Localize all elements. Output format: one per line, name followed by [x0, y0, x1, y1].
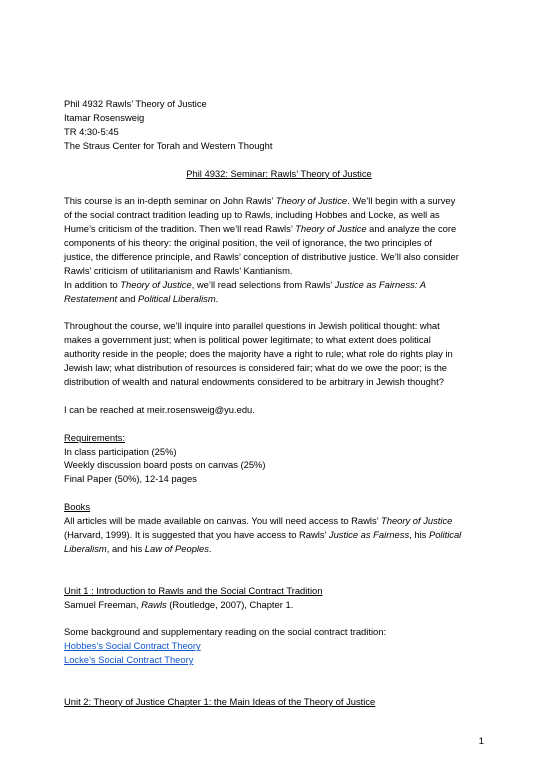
book-title: Political: [428, 529, 462, 540]
desc-text: components of his theory: the original position, the veil of ignorance, the two principles of: [64, 237, 432, 249]
supplementary-reading-note: Some background and supplementary reading on the social contract tradition:: [64, 626, 387, 638]
requirement-item: Weekly discussion board posts on canvas (25%): [64, 459, 266, 471]
paragraph-line: distribution of wealth and natural endowments considered to be arbitrary in Jewish thought?: [64, 376, 444, 388]
unit-1-heading: Unit 1 : Introduction to Rawls and the Social Contract Tradition: [64, 584, 323, 596]
desc-book-title: Political Liberalism: [138, 292, 216, 304]
document-body: [64, 97, 494, 709]
desc-text: , we’ll read selections from Rawls’: [191, 278, 335, 290]
book-title: Theory of Justice: [381, 515, 453, 527]
desc-text: and analyze the core: [366, 223, 457, 235]
desc-text: Rawls’ criticism of utilitarianism and Rawls’ Kantianism.: [64, 264, 293, 276]
instructor-name: Itamar Rosensweig: [64, 111, 145, 123]
center-name: The Straus Center for Torah and Western Thought: [64, 139, 273, 151]
paragraph-line: authority reside in the people; does the majority have a right to rule; what role do rights play in: [64, 348, 453, 360]
desc-text: . We’ll begin with a survey: [347, 195, 456, 207]
contact-info: I can be reached at meir.rosensweig@yu.edu.: [64, 403, 255, 415]
course-header: [64, 97, 494, 153]
books-section: [64, 500, 494, 556]
desc-book-title: Theory of Justice: [295, 223, 367, 235]
book-title: Law of Peoples: [144, 542, 209, 554]
requirements-section: [64, 431, 494, 487]
unit-1-section: [64, 584, 494, 667]
unit-1-reading: (Routledge, 2007), Chapter 1.: [166, 598, 294, 610]
hobbes-social-contract-link[interactable]: Hobbes’s Social Contract Theory: [64, 640, 201, 652]
syllabus-title-wrap: [64, 167, 494, 181]
books-text: .: [208, 542, 212, 554]
desc-text: In addition to: [64, 278, 121, 290]
book-title: Justice as Fairness: [328, 529, 410, 540]
books-text: (Harvard, 1999). It is suggested that you have access to Rawls’: [64, 529, 329, 540]
desc-book-title: Theory of Justice: [120, 278, 192, 290]
desc-text: and: [117, 292, 139, 304]
page-number: 1: [478, 735, 484, 746]
desc-book-title: Justice as Fairness: A: [334, 278, 426, 290]
requirement-item: Final Paper (50%), 12-14 pages: [64, 473, 197, 485]
books-heading: Books: [64, 501, 91, 513]
desc-book-title: Restatement: [64, 292, 118, 304]
jewish-thought-paragraph: [64, 319, 494, 389]
paragraph-line: Throughout the course, we’ll inquire into parallel questions in Jewish political thought: what: [64, 320, 440, 332]
books-text: , and his: [106, 542, 145, 554]
requirements-heading: Requirements:: [64, 431, 125, 443]
course-code-title: Phil 4932 Rawls’ Theory of Justice: [64, 98, 207, 109]
unit-1-reading: Samuel Freeman,: [64, 598, 142, 610]
books-text: , his: [409, 529, 429, 540]
unit-2-heading: Unit 2: Theory of Justice Chapter 1: the Main Ideas of the Theory of Justice: [64, 695, 376, 707]
desc-text: of the social contract tradition leading up to Rawls, including Hobbes and Locke, as well as: [64, 209, 440, 221]
book-title: Liberalism: [64, 542, 107, 554]
desc-text: justice, the difference principle, and Rawls’ conception of distributive justice. We’ll also consider: [64, 250, 459, 262]
class-schedule: TR 4:30-5:45: [64, 125, 119, 137]
locke-social-contract-link[interactable]: Locke’s Social Contract Theory: [64, 654, 194, 666]
book-title: Rawls: [141, 598, 167, 610]
desc-text: Hume’s criticism of the tradition. Then we’ll read Rawls’: [64, 223, 296, 235]
course-description: [64, 194, 494, 305]
syllabus-title: Phil 4932: Seminar: Rawls’ Theory of Justice: [186, 167, 372, 179]
desc-text: .: [215, 292, 219, 304]
paragraph-line: makes a government just; when is political power legitimate; to what extent does political: [64, 334, 431, 346]
paragraph-line: Jewish law; what distribution of resources is considered fair; what do we owe the poor; is the: [64, 362, 448, 374]
requirement-item: In class participation (25%): [64, 445, 177, 457]
desc-book-title: Theory of Justice: [275, 195, 348, 207]
desc-text: This course is an in-depth seminar on John Rawls’: [64, 195, 276, 207]
books-text: All articles will be made available on canvas. You will need access to Rawls’: [64, 515, 381, 527]
